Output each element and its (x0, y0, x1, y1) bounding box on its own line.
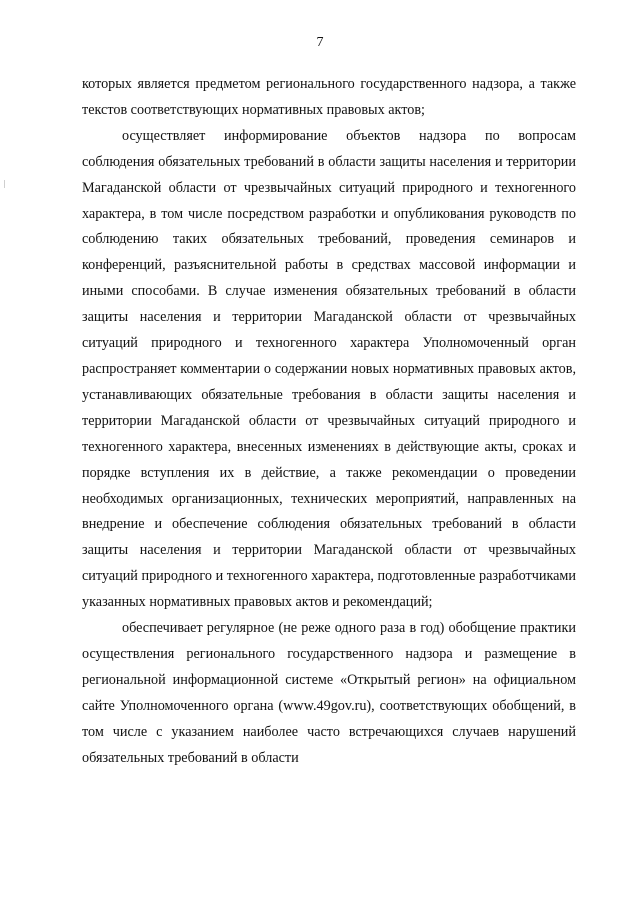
document-body (82, 72, 576, 771)
paragraph-continuation: которых является предметом регионального государственного надзора, а также текстов соответствующих нормативных правовых актов; (82, 76, 576, 118)
page-number: 7 (316, 35, 324, 50)
paragraph-informing: осуществляет информирование объектов надзора по вопросам соблюдения обязательных требований в области защиты населения и территории Магаданской области от чрезвычайных ситуаций природного и техногенного характера, в том числе посредством разработки и опубликования руководств по соблюдению таких обязательных требований, проведения семинаров и конференций, разъяснительной работы в средствах массовой информации и иными способами. В случае изменения обязательных требований в области защиты населения и территории Магаданской области от чрезвычайных ситуаций природного и техногенного характера Уполномоченный орган распространяет комментарии о содержании новых нормативных правовых актов, устанавливающих обязательные требования в области защиты населения и территории Магаданской области от чрезвычайных ситуаций природного и техногенного характера, внесенных изменениях в действующие акты, сроках и порядке вступления их в действие, а также рекомендации о проведении необходимых организационных, технических мероприятий, направленных на внедрение и обеспечение соблюдения обязательных требований в области защиты населения и территории Магаданской области от чрезвычайных ситуаций природного и техногенного характера, подготовленные разработчиками указанных нормативных правовых актов и рекомендаций; (82, 127, 576, 611)
paragraph-generalization: обеспечивает регулярное (не реже одного раза в год) обобщение практики осуществления регионального государственного надзора и размещение в региональной информационной системе «Открытый регион» на официальном сайте Уполномоченного органа (www.49gov.ru), соответствующих обобщений, в том числе с указанием наиболее часто встречающихся случаев нарушений обязательных требований в области (82, 620, 576, 766)
scan-edge-mark (4, 180, 5, 188)
